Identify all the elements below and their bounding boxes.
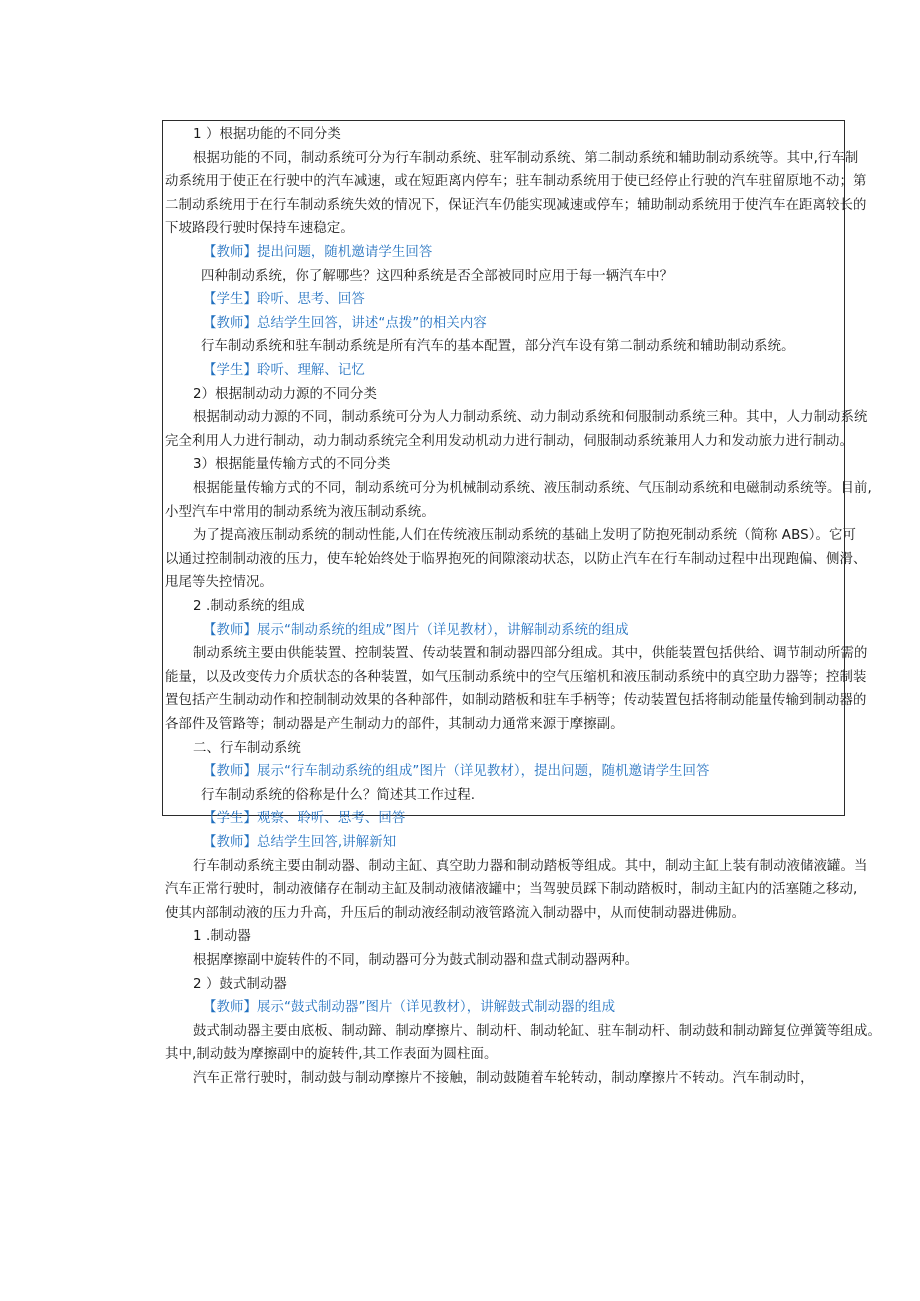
text-line xyxy=(163,1045,498,1065)
line-text: 根据制动动力源的不同，制动系统可分为人力制动系统、动力制动系统和伺服制动系统三种。其中，人力制动系统 xyxy=(193,410,868,426)
line-text: 行车制动系统和驻车制动系统是所有汽车的基本配置，部分汽车设有第二制动系统和辅助制动系统。 xyxy=(201,339,795,355)
role-line xyxy=(163,833,396,853)
role-tag: 【教师】 xyxy=(203,315,257,331)
text-line xyxy=(163,904,745,924)
line-text: 使其内部制动液的压力升高，升压后的制动液经制动液管路流入制动器中，从而使制动器进佛励。 xyxy=(165,905,746,921)
line-text: 甩尾等失控情况。 xyxy=(165,575,273,591)
line-text: 3）根据能量传输方式的不同分类 xyxy=(193,457,391,473)
line-text: 鼓式制动器主要由底板、制动蹄、制动摩擦片、制动杆、制动轮缸、驻车制动杆、制动鼓和制动蹄复位弹簧等组成。 xyxy=(193,1023,882,1039)
role-tag: 【学生】 xyxy=(203,292,257,308)
line-text: 二、行车制动系统 xyxy=(193,740,301,756)
text-line xyxy=(163,550,867,570)
text-line xyxy=(163,880,857,900)
line-text: 二制动系统用于在行车制动系统失效的情况下，保证汽车仍能实现减速或停车；辅助制动系统用于使汽车在距离较长的 xyxy=(165,197,867,213)
text-line xyxy=(163,196,867,216)
role-line xyxy=(163,243,432,263)
role-line xyxy=(163,621,629,641)
text-line xyxy=(163,715,624,735)
role-tag: 【学生】 xyxy=(203,811,257,827)
text-line xyxy=(163,786,475,806)
role-tag: 【教师】 xyxy=(203,622,257,638)
section-heading xyxy=(163,975,287,995)
role-tag: 【学生】 xyxy=(203,363,257,378)
role-text: 展示“鼓式制动器”图片（详见教材），讲解鼓式制动器的组成 xyxy=(256,1000,616,1016)
line-text: 完全利用人力进行制动，动力制动系统完全利用发动机动力进行制动，伺服制动系统兼用人力和发动旅力进行制动。 xyxy=(165,433,854,449)
role-tag: 【教师】 xyxy=(203,835,257,850)
line-text: 汽车正常行驶时，制动鼓与制动摩擦片不接触，制动鼓随着车轮转动，制动摩擦片不转动。汽车制动时， xyxy=(193,1071,814,1086)
line-text: 根据摩擦副中旋转件的不同，制动器可分为鼓式制动器和盘式制动器两种。 xyxy=(193,953,639,968)
text-line xyxy=(163,1069,814,1089)
text-line xyxy=(163,644,868,664)
text-line xyxy=(163,267,673,287)
text-line xyxy=(163,951,638,971)
line-text: 置包括产生制动动作和控制制动效果的各种部件，如制动踏板和驻车手柄等；传动装置包括将制动能量传输到制动器的 xyxy=(165,693,867,709)
text-line xyxy=(163,432,853,452)
section-heading xyxy=(163,597,305,617)
section-heading xyxy=(163,927,251,947)
text-line xyxy=(163,1022,881,1042)
text-line xyxy=(163,857,868,877)
text-line xyxy=(163,526,856,546)
line-text: 汽车正常行驶时，制动液储存在制动主缸及制动液储液罐中；当驾驶员踩下制动踏板时，制动主缸内的活塞随之移动, xyxy=(165,882,858,898)
line-text: 根据能量传输方式的不同，制动系统可分为机械制动系统、液压制动系统、气压制动系统和电磁制动系统等。目前, xyxy=(193,481,872,496)
line-text: 行车制动系统主要由制动器、制动主缸、真空助力器和制动踏板等组成。其中，制动主缸上装有制动液储液罐。当 xyxy=(193,858,868,874)
line-text: 1 ）根据功能的不同分类 xyxy=(193,127,341,142)
text-line xyxy=(163,172,867,192)
line-text: 能量，以及改变传力介质状态的各种装置，如气压制动系统中的空气压缩机和液压制动系统中的真空助力器等；控制装 xyxy=(165,669,867,685)
section-heading xyxy=(163,739,301,759)
line-text: 1 .制动器 xyxy=(193,929,251,945)
role-tag: 【教师】 xyxy=(203,1000,257,1016)
line-text: 行车制动系统的俗称是什么？简述其工作过程. xyxy=(201,787,476,803)
text-line xyxy=(163,503,435,523)
line-text: 下坡路段行驶时保持车速稳定。 xyxy=(165,221,354,237)
role-text: 总结学生回答,讲解新知 xyxy=(256,835,397,850)
text-line xyxy=(163,149,858,169)
line-text: 2 ）鼓式制动器 xyxy=(193,976,287,992)
role-line xyxy=(163,998,615,1018)
role-tag: 【教师】 xyxy=(203,764,257,780)
line-text: 制动系统主要由供能装置、控制装置、传动装置和制动器四部分组成。其中，供能装置包括供给、调节制动所需的 xyxy=(193,646,868,662)
lesson-content-box xyxy=(162,120,882,1086)
role-text: 聆听、思考、回答 xyxy=(256,292,365,308)
role-line xyxy=(163,290,365,310)
text-line xyxy=(163,691,867,711)
role-text: 观察、聆听、思考、回答 xyxy=(256,811,406,827)
role-line xyxy=(163,762,710,782)
role-text: 展示“制动系统的组成”图片（详见教材），讲解制动系统的组成 xyxy=(256,622,629,638)
role-text: 聆听、理解、记忆 xyxy=(256,363,365,378)
line-text: 其中,制动鼓为摩擦副中的旋转件,其工作表面为圆柱面。 xyxy=(165,1047,498,1063)
role-line xyxy=(163,809,405,829)
text-line xyxy=(163,219,354,239)
line-text: 为了提高液压制动系统的制动性能,人们在传统液压制动系统的基础上发明了防抱死制动系统（简称 ABS）。它可 xyxy=(193,528,856,544)
text-line xyxy=(163,479,872,499)
line-text: 四种制动系统，你了解哪些？这四种系统是否全部被同时应用于每一辆汽车中？ xyxy=(201,268,674,284)
role-tag: 【教师】 xyxy=(203,245,257,260)
line-text: 以通过控制制动液的压力，使车轮始终处于临界抱死的间隙滚动状态，以防止汽车在行车制动过程中出现跑偏、侧滑、 xyxy=(165,551,867,567)
line-text: 各部件及管路等；制动器是产生制动力的部件，其制动力通常来源于摩擦副。 xyxy=(165,717,624,732)
line-text: 动系统用于使正在行驶中的汽车减速，或在短距离内停车；驻车制动系统用于使已经停止行驶的汽车驻留原地不动；第 xyxy=(165,174,867,190)
text-line xyxy=(163,408,868,428)
role-text: 提出问题，随机邀请学生回答 xyxy=(256,245,433,260)
role-text: 展示“行车制动系统的组成”图片（详见教材），提出问题，随机邀请学生回答 xyxy=(256,764,710,780)
line-text: 2 .制动系统的组成 xyxy=(193,599,305,614)
role-line xyxy=(163,361,365,381)
line-text: 根据功能的不同，制动系统可分为行车制动系统、驻军制动系统、第二制动系统和辅助制动系统等。其中,行车制 xyxy=(193,150,859,166)
text-line xyxy=(163,337,795,357)
line-text: 2）根据制动动力源的不同分类 xyxy=(193,386,377,402)
section-heading xyxy=(163,455,391,475)
role-text: 总结学生回答，讲述“点拨”的相关内容 xyxy=(256,315,487,331)
line-text: 小型汽车中常用的制动系统为液压制动系统。 xyxy=(165,504,435,520)
text-line xyxy=(163,573,273,593)
section-heading xyxy=(163,385,377,405)
role-line xyxy=(163,314,487,334)
section-heading xyxy=(163,125,341,145)
text-line xyxy=(163,668,867,688)
